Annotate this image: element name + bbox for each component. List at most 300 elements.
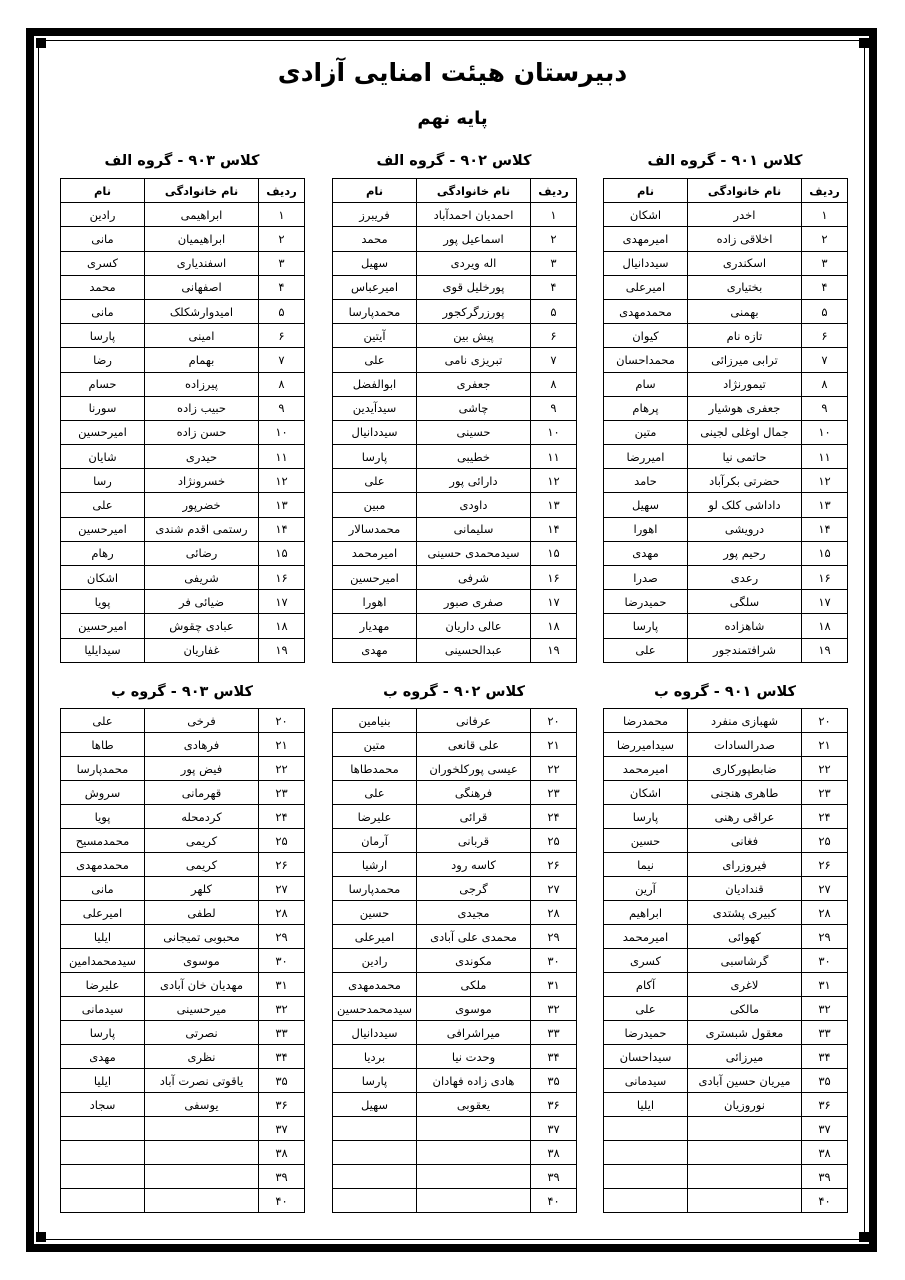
row-number: ۳۶: [531, 1093, 577, 1117]
family-name-cell: اله ویردی: [417, 251, 531, 275]
family-name-cell: میراشرافی: [417, 1021, 531, 1045]
row-number: ۳۰: [802, 949, 848, 973]
first-name-cell: فریبرز: [333, 203, 417, 227]
family-name-cell: علی قانعی: [417, 733, 531, 757]
family-name-cell: لاغری: [688, 973, 802, 997]
table-row: [61, 541, 305, 565]
first-name-cell: مهدیار: [333, 614, 417, 638]
row-number: ۱۳: [802, 493, 848, 517]
table-row: [333, 614, 577, 638]
first-name-cell: محمد: [61, 275, 145, 299]
family-name-cell: جعفری: [417, 372, 531, 396]
first-name-cell: سیدآیدین: [333, 396, 417, 420]
table-row: [333, 396, 577, 420]
family-name-cell: فغانی: [688, 829, 802, 853]
first-name-cell: پارسا: [333, 445, 417, 469]
class-title: کلاس ۹۰۳ - گروه ب: [111, 684, 253, 700]
family-name-cell: شرافتمندجور: [688, 638, 802, 662]
first-name-cell: محمداحسان: [604, 348, 688, 372]
table-row: [604, 275, 848, 299]
first-name-cell: اشکان: [604, 203, 688, 227]
row-number: ۲۳: [531, 781, 577, 805]
family-name-cell: اخلاقی زاده: [688, 227, 802, 251]
first-name-cell: محمد: [333, 227, 417, 251]
row-number: ۲۵: [259, 829, 305, 853]
family-name-cell: [688, 1165, 802, 1189]
family-name-cell: اخدر: [688, 203, 802, 227]
family-name-cell: ضیائی فر: [145, 590, 259, 614]
row-number: ۲۹: [802, 925, 848, 949]
header-first-name: نام: [61, 179, 145, 203]
table-row: [604, 590, 848, 614]
row-number: ۹: [531, 396, 577, 420]
table-row: [61, 997, 305, 1021]
table-row: [333, 469, 577, 493]
first-name-cell: ابوالفضل: [333, 372, 417, 396]
family-name-cell: یعقوبی: [417, 1093, 531, 1117]
family-name-cell: [145, 1141, 259, 1165]
first-name-cell: متین: [604, 420, 688, 444]
row-number: ۳: [531, 251, 577, 275]
first-name-cell: صدرا: [604, 566, 688, 590]
family-name-cell: قرائی: [417, 805, 531, 829]
table-row: [333, 348, 577, 372]
row-number: ۳۹: [802, 1165, 848, 1189]
table-row: [61, 1045, 305, 1069]
row-number: ۷: [802, 348, 848, 372]
first-name-cell: پارسا: [604, 805, 688, 829]
row-number: ۳۵: [802, 1069, 848, 1093]
row-number: ۲۷: [802, 877, 848, 901]
row-number: ۳۱: [259, 973, 305, 997]
table-row: [604, 251, 848, 275]
table-row: [604, 1045, 848, 1069]
row-number: ۱۸: [802, 614, 848, 638]
family-name-cell: اسکندری: [688, 251, 802, 275]
first-name-cell: امیرعلی: [604, 275, 688, 299]
row-number: ۱۳: [531, 493, 577, 517]
first-name-cell: طاها: [61, 733, 145, 757]
table-row: [61, 1117, 305, 1141]
table-row: [604, 829, 848, 853]
header-family-name: نام خانوادگی: [145, 179, 259, 203]
row-number: ۳۱: [802, 973, 848, 997]
family-name-cell: فیروزرای: [688, 853, 802, 877]
table-row: [61, 445, 305, 469]
first-name-cell: آرین: [604, 877, 688, 901]
first-name-cell: [61, 1117, 145, 1141]
first-name-cell: محمدپارسا: [333, 877, 417, 901]
first-name-cell: ایلیا: [604, 1093, 688, 1117]
row-number: ۱۱: [259, 445, 305, 469]
table-row: [604, 805, 848, 829]
first-name-cell: محمدمسیح: [61, 829, 145, 853]
row-number: ۱۲: [531, 469, 577, 493]
first-name-cell: سیدایلیا: [61, 638, 145, 662]
first-name-cell: کیوان: [604, 324, 688, 348]
table-row: [333, 517, 577, 541]
table-row: [604, 709, 848, 733]
row-number: ۱۵: [259, 541, 305, 565]
table-row: [333, 566, 577, 590]
family-name-cell: عرفانی: [417, 709, 531, 733]
family-name-cell: غفاریان: [145, 638, 259, 662]
first-name-cell: مهدی: [604, 541, 688, 565]
first-name-cell: [333, 1165, 417, 1189]
family-name-cell: حیدری: [145, 445, 259, 469]
class-roster-table: [603, 708, 848, 1213]
table-row: [604, 638, 848, 662]
table-row: [604, 1165, 848, 1189]
family-name-cell: ضابطپورکاری: [688, 757, 802, 781]
family-name-cell: شهبازی منفرد: [688, 709, 802, 733]
table-row: [61, 901, 305, 925]
table-row: [604, 469, 848, 493]
family-name-cell: کاسه رود: [417, 853, 531, 877]
table-row: [61, 781, 305, 805]
family-name-cell: هادی زاده فهادان: [417, 1069, 531, 1093]
class-roster-table: [332, 178, 577, 663]
table-header-row: [61, 179, 305, 203]
row-number: ۵: [802, 299, 848, 323]
table-row: [604, 973, 848, 997]
row-number: ۵: [259, 299, 305, 323]
table-row: [333, 324, 577, 348]
first-name-cell: سیدمحمدامین: [61, 949, 145, 973]
row-number: ۱۵: [531, 541, 577, 565]
first-name-cell: علی: [61, 493, 145, 517]
table-row: [61, 853, 305, 877]
table-row: [333, 1117, 577, 1141]
table-row: [333, 1093, 577, 1117]
family-name-cell: لطفی: [145, 901, 259, 925]
first-name-cell: ابراهیم: [604, 901, 688, 925]
first-name-cell: رادین: [333, 949, 417, 973]
first-name-cell: [61, 1165, 145, 1189]
family-name-cell: شاهزاده: [688, 614, 802, 638]
table-row: [61, 829, 305, 853]
family-name-cell: نظری: [145, 1045, 259, 1069]
row-number: ۳۴: [259, 1045, 305, 1069]
row-number: ۳۱: [531, 973, 577, 997]
family-name-cell: بهمام: [145, 348, 259, 372]
first-name-cell: حامد: [604, 469, 688, 493]
first-name-cell: پارسا: [61, 324, 145, 348]
row-number: ۳۰: [259, 949, 305, 973]
table-row: [604, 203, 848, 227]
family-name-cell: فرهنگی: [417, 781, 531, 805]
row-number: ۳۴: [802, 1045, 848, 1069]
row-number: ۳۷: [259, 1117, 305, 1141]
first-name-cell: علی: [604, 997, 688, 1021]
row-number: ۳۶: [259, 1093, 305, 1117]
table-row: [61, 1165, 305, 1189]
family-name-cell: [688, 1117, 802, 1141]
first-name-cell: حسام: [61, 372, 145, 396]
table-row: [61, 877, 305, 901]
row-number: ۳: [802, 251, 848, 275]
row-number: ۲۴: [259, 805, 305, 829]
family-name-cell: صفری صبور: [417, 590, 531, 614]
family-name-cell: [688, 1141, 802, 1165]
family-name-cell: میرحسینی: [145, 997, 259, 1021]
table-row: [604, 1189, 848, 1213]
family-name-cell: تازه نام: [688, 324, 802, 348]
family-name-cell: محمدی علی آبادی: [417, 925, 531, 949]
family-name-cell: حبیب زاده: [145, 396, 259, 420]
first-name-cell: آکام: [604, 973, 688, 997]
family-name-cell: سیدمحمدی حسینی: [417, 541, 531, 565]
family-name-cell: [688, 1189, 802, 1213]
first-name-cell: سیدمانی: [61, 997, 145, 1021]
family-name-cell: مالکی: [688, 997, 802, 1021]
row-number: ۳۲: [531, 997, 577, 1021]
table-row: [61, 638, 305, 662]
table-row: [604, 901, 848, 925]
first-name-cell: پارسا: [333, 1069, 417, 1093]
family-name-cell: خضرپور: [145, 493, 259, 517]
family-name-cell: داداشی کلک لو: [688, 493, 802, 517]
table-row: [61, 1093, 305, 1117]
first-name-cell: [604, 1117, 688, 1141]
table-row: [61, 275, 305, 299]
row-number: ۲: [259, 227, 305, 251]
table-row: [61, 517, 305, 541]
row-number: ۱۳: [259, 493, 305, 517]
first-name-cell: محمدمهدی: [604, 299, 688, 323]
row-number: ۲۶: [802, 853, 848, 877]
first-name-cell: بنیامین: [333, 709, 417, 733]
first-name-cell: مانی: [61, 877, 145, 901]
table-row: [604, 781, 848, 805]
first-name-cell: امیرعلی: [61, 901, 145, 925]
row-number: ۱۹: [531, 638, 577, 662]
row-number: ۱۴: [531, 517, 577, 541]
first-name-cell: امیرمهدی: [604, 227, 688, 251]
family-name-cell: خسرونژاد: [145, 469, 259, 493]
row-number: ۶: [259, 324, 305, 348]
first-name-cell: آرمان: [333, 829, 417, 853]
table-row: [604, 445, 848, 469]
family-name-cell: رعدی: [688, 566, 802, 590]
table-header-row: [333, 179, 577, 203]
family-name-cell: عراقی رهنی: [688, 805, 802, 829]
table-row: [333, 901, 577, 925]
family-name-cell: امینی: [145, 324, 259, 348]
table-row: [604, 420, 848, 444]
row-number: ۱۰: [259, 420, 305, 444]
family-name-cell: یوسفی: [145, 1093, 259, 1117]
row-number: ۲۶: [259, 853, 305, 877]
first-name-cell: اهورا: [604, 517, 688, 541]
row-number: ۲۲: [802, 757, 848, 781]
table-row: [61, 469, 305, 493]
first-name-cell: اشکان: [604, 781, 688, 805]
family-name-cell: اسفندیاری: [145, 251, 259, 275]
row-number: ۲۲: [531, 757, 577, 781]
row-number: ۲: [802, 227, 848, 251]
table-row: [604, 1021, 848, 1045]
table-row: [604, 1093, 848, 1117]
row-number: ۳۰: [531, 949, 577, 973]
table-row: [61, 493, 305, 517]
first-name-cell: ارشیا: [333, 853, 417, 877]
first-name-cell: امیرمحمد: [333, 541, 417, 565]
first-name-cell: اشکان: [61, 566, 145, 590]
table-row: [604, 949, 848, 973]
family-name-cell: اصفهانی: [145, 275, 259, 299]
table-row: [61, 251, 305, 275]
row-number: ۱۲: [259, 469, 305, 493]
table-row: [333, 997, 577, 1021]
row-number: ۹: [259, 396, 305, 420]
table-row: [61, 949, 305, 973]
class-title: کلاس ۹۰۱ - گروه الف: [647, 153, 803, 169]
family-name-cell: پیش بین: [417, 324, 531, 348]
table-row: [333, 829, 577, 853]
table-row: [61, 709, 305, 733]
family-name-cell: [145, 1165, 259, 1189]
table-row: [604, 1141, 848, 1165]
corner-ornament: [36, 38, 46, 48]
header-family-name: نام خانوادگی: [688, 179, 802, 203]
first-name-cell: سورنا: [61, 396, 145, 420]
row-number: ۲۴: [802, 805, 848, 829]
header-radif: ردیف: [259, 179, 305, 203]
first-name-cell: سیدمحمدحسین: [333, 997, 417, 1021]
row-number: ۴۰: [802, 1189, 848, 1213]
family-name-cell: بهمنی: [688, 299, 802, 323]
row-number: ۲۱: [259, 733, 305, 757]
class-roster-table: [603, 178, 848, 663]
row-number: ۲: [531, 227, 577, 251]
first-name-cell: محمدپارسا: [333, 299, 417, 323]
table-row: [333, 251, 577, 275]
family-name-cell: قندادیان: [688, 877, 802, 901]
family-name-cell: رحیم پور: [688, 541, 802, 565]
table-row: [61, 590, 305, 614]
table-row: [333, 1021, 577, 1045]
table-row: [604, 324, 848, 348]
first-name-cell: حسین: [604, 829, 688, 853]
first-name-cell: علی: [61, 709, 145, 733]
table-row: [333, 781, 577, 805]
table-row: [604, 925, 848, 949]
first-name-cell: پارسا: [61, 1021, 145, 1045]
row-number: ۲۰: [531, 709, 577, 733]
family-name-cell: ترابی میرزائی: [688, 348, 802, 372]
row-number: ۴: [531, 275, 577, 299]
first-name-cell: [333, 1189, 417, 1213]
table-row: [604, 372, 848, 396]
table-row: [333, 853, 577, 877]
table-row: [604, 853, 848, 877]
family-name-cell: دارائی پور: [417, 469, 531, 493]
row-number: ۶: [531, 324, 577, 348]
family-name-cell: چاشی: [417, 396, 531, 420]
first-name-cell: امیرمحمد: [604, 757, 688, 781]
table-row: [604, 1069, 848, 1093]
row-number: ۳۸: [531, 1141, 577, 1165]
first-name-cell: سجاد: [61, 1093, 145, 1117]
first-name-cell: سهیل: [333, 1093, 417, 1117]
family-name-cell: مجیدی: [417, 901, 531, 925]
family-name-cell: تیمورنژاد: [688, 372, 802, 396]
family-name-cell: حاتمی نیا: [688, 445, 802, 469]
row-number: ۲۱: [531, 733, 577, 757]
first-name-cell: امیرحسین: [61, 517, 145, 541]
first-name-cell: [604, 1189, 688, 1213]
table-row: [333, 1165, 577, 1189]
first-name-cell: مهدی: [333, 638, 417, 662]
family-name-cell: اسماعیل پور: [417, 227, 531, 251]
row-number: ۳۲: [259, 997, 305, 1021]
row-number: ۱۵: [802, 541, 848, 565]
first-name-cell: علی: [333, 781, 417, 805]
family-name-cell: گرشاسبی: [688, 949, 802, 973]
row-number: ۳۴: [531, 1045, 577, 1069]
first-name-cell: علی: [333, 469, 417, 493]
class-title: کلاس ۹۰۲ - گروه الف: [376, 153, 532, 169]
row-number: ۲۰: [259, 709, 305, 733]
first-name-cell: پارسا: [604, 614, 688, 638]
family-name-cell: کریمی: [145, 829, 259, 853]
first-name-cell: سیددانیال: [604, 251, 688, 275]
first-name-cell: کسری: [604, 949, 688, 973]
table-row: [333, 925, 577, 949]
row-number: ۳۸: [259, 1141, 305, 1165]
first-name-cell: محمدطاها: [333, 757, 417, 781]
class-title: کلاس ۹۰۱ - گروه ب: [654, 684, 796, 700]
family-name-cell: معقول شبستری: [688, 1021, 802, 1045]
table-row: [61, 925, 305, 949]
first-name-cell: ایلیا: [61, 925, 145, 949]
row-number: ۳۶: [802, 1093, 848, 1117]
family-name-cell: درویشی: [688, 517, 802, 541]
family-name-cell: نوروزیان: [688, 1093, 802, 1117]
row-number: ۱۶: [259, 566, 305, 590]
header-radif: ردیف: [802, 179, 848, 203]
first-name-cell: پویا: [61, 590, 145, 614]
table-row: [61, 614, 305, 638]
first-name-cell: امیرحسین: [61, 614, 145, 638]
family-name-cell: محبوبی تمیجانی: [145, 925, 259, 949]
family-name-cell: امیدوارشکلک: [145, 299, 259, 323]
row-number: ۲۰: [802, 709, 848, 733]
table-row: [333, 541, 577, 565]
family-name-cell: سلگی: [688, 590, 802, 614]
table-row: [604, 517, 848, 541]
family-name-cell: شریفی: [145, 566, 259, 590]
table-row: [333, 372, 577, 396]
table-row: [333, 733, 577, 757]
first-name-cell: [604, 1141, 688, 1165]
table-row: [333, 203, 577, 227]
row-number: ۱: [802, 203, 848, 227]
row-number: ۷: [259, 348, 305, 372]
family-name-cell: [417, 1141, 531, 1165]
row-number: ۳۹: [531, 1165, 577, 1189]
table-row: [61, 1189, 305, 1213]
table-row: [333, 420, 577, 444]
family-name-cell: عالی داریان: [417, 614, 531, 638]
family-name-cell: [417, 1117, 531, 1141]
first-name-cell: [604, 1165, 688, 1189]
table-row: [333, 805, 577, 829]
table-row: [333, 1045, 577, 1069]
first-name-cell: شایان: [61, 445, 145, 469]
family-name-cell: طاهری هنجنی: [688, 781, 802, 805]
